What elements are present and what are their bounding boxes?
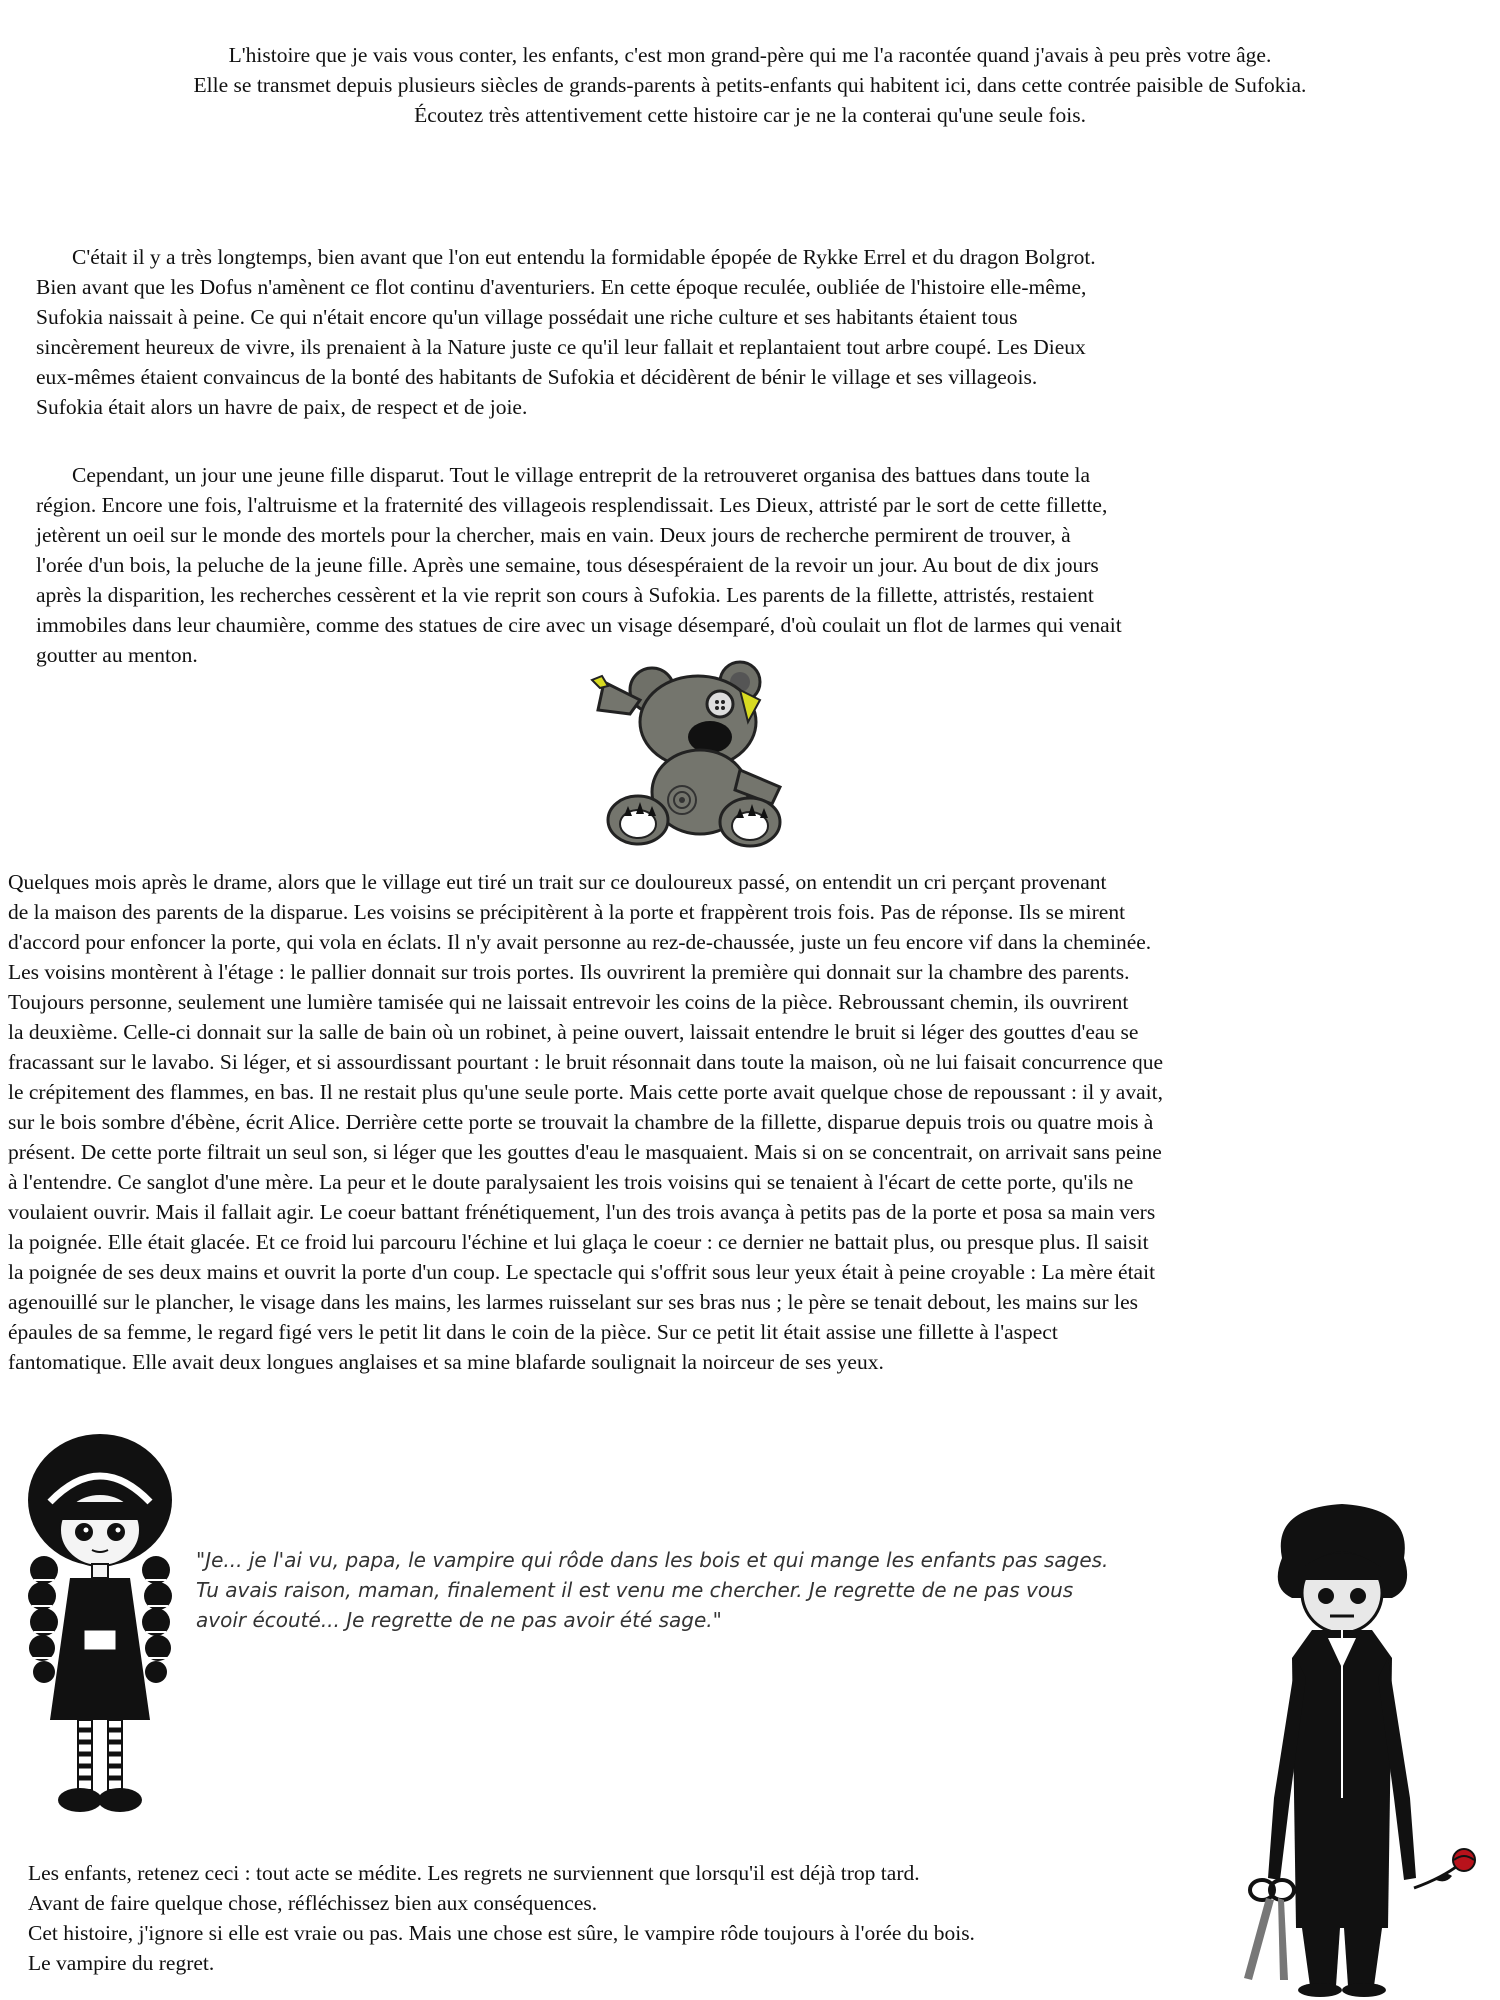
closing-line: Avant de faire quelque chose, réfléchissez bien aux conséquences. xyxy=(28,1891,598,1915)
text-line: fracassant sur le lavabo. Si léger, et si assourdissant pourtant : le bruit résonnait dans toute la maison, où ne lui faisait concurrence que xyxy=(8,1050,1164,1074)
girl-quote xyxy=(196,1545,1176,1635)
text-line: goutter au menton. xyxy=(36,643,198,667)
quote-line: avoir écouté... Je regrette de ne pas avoir été sage." xyxy=(196,1608,722,1632)
girl-illustration xyxy=(0,1430,200,1820)
intro-line: L'histoire que je vais vous conter, les enfants, c'est mon grand-père qui me l'a racontée quand j'avais à peu près votre âge. xyxy=(228,43,1272,67)
text-line: épaules de sa femme, le regard figé vers le petit lit dans le coin de la pièce. Sur ce petit lit était assise une fillette à l'aspect xyxy=(8,1320,1058,1344)
paragraph-3 xyxy=(8,867,1496,1377)
intro-text xyxy=(0,40,1500,130)
text-line: voulaient ouvrir. Mais il fallait agir. Le coeur battant frénétiquement, l'un des trois avança à petits pas de la porte et posa sa main vers xyxy=(8,1200,1156,1224)
text-line: eux-mêmes étaient convaincus de la bonté des habitants de Sufokia et décidèrent de bénir le village et ses villageois. xyxy=(36,365,1038,389)
text-line: présent. De cette porte filtrait un seul son, si léger que les gouttes d'eau le masquaient. Mais si on se concentrait, on arrivait sans peine xyxy=(8,1140,1162,1164)
closing-text xyxy=(28,1858,1328,1978)
quote-line: Tu avais raison, maman, finalement il est venu me chercher. Je regrette de ne pas vous xyxy=(196,1578,1074,1602)
text-line: jetèrent un oeil sur le monde des mortels pour la chercher, mais en vain. Deux jours de recherche permirent de trouver, à xyxy=(36,523,1071,547)
text-line: région. Encore une fois, l'altruisme et la fraternité des villageois resplendissait. Les Dieux, attristé par le sort de cette fillette, xyxy=(36,493,1108,517)
text-line: l'orée d'un bois, la peluche de la jeune fille. Après une semaine, tous désespéraient de la revoir un jour. Au bout de dix jours xyxy=(36,553,1099,577)
closing-line: Les enfants, retenez ceci : tout acte se médite. Les regrets ne surviennent que lorsqu'il est déjà trop tard. xyxy=(28,1861,920,1885)
text-line: à l'entendre. Ce sanglot d'une mère. La peur et le doute paralysaient les trois voisins qui se tenaient à l'écart de cette porte, qu'ils ne xyxy=(8,1170,1134,1194)
text-line: de la maison des parents de la disparue. Les voisins se précipitèrent à la porte et frappèrent trois fois. Pas de réponse. Ils se mirent xyxy=(8,900,1126,924)
text-line: sur le bois sombre d'ébène, écrit Alice. Derrière cette porte se trouvait la chambre de la fillette, disparue depuis trois ou quatre mois à xyxy=(8,1110,1154,1134)
intro-line: Elle se transmet depuis plusieurs siècles de grands-parents à petits-enfants qui habitent ici, dans cette contrée paisible de Sufokia. xyxy=(193,73,1307,97)
text-line: C'était il y a très longtemps, bien avant que l'on eut entendu la formidable épopée de Rykke Errel et du dragon Bolgrot. xyxy=(72,245,1096,269)
text-line: la poignée. Elle était glacée. Et ce froid lui parcouru l'échine et lui glaça le coeur : ce dernier ne battait plus, ou presque plus. Il saisit xyxy=(8,1230,1149,1254)
text-line: après la disparition, les recherches cessèrent et la vie reprit son cours à Sufokia. Les parents de la fillette, attristés, restaient xyxy=(36,583,1094,607)
text-line: le crépitement des flammes, en bas. Il ne restait plus qu'une seule porte. Mais cette porte avait quelque chose de repoussant : il y avait, xyxy=(8,1080,1163,1104)
text-line: Sufokia était alors un havre de paix, de respect et de joie. xyxy=(36,395,528,419)
quote-line: "Je... je l'ai vu, papa, le vampire qui rôde dans les bois et qui mange les enfants pas sages. xyxy=(196,1548,1109,1572)
text-line: fantomatique. Elle avait deux longues anglaises et sa mine blafarde soulignait la noirceur de ses yeux. xyxy=(8,1350,884,1374)
text-line: agenouillé sur le plancher, le visage dans les mains, les larmes ruisselant sur ses bras nus ; le père se tenait debout, les mains sur les xyxy=(8,1290,1138,1314)
teddy-bear-illustration xyxy=(590,652,800,852)
text-line: Toujours personne, seulement une lumière tamisée qui ne laissait entrevoir les coins de la pièce. Rebroussant chemin, ils ouvrirent xyxy=(8,990,1129,1014)
text-line: Quelques mois après le drame, alors que le village eut tiré un trait sur ce douloureux passé, on entendit un cri perçant provenant xyxy=(8,870,1107,894)
paragraph-2 xyxy=(36,460,1456,670)
text-line: la deuxième. Celle-ci donnait sur la salle de bain où un robinet, à peine ouvert, laissait entendre le bruit si léger des gouttes d'eau se xyxy=(8,1020,1139,1044)
text-line: sincèrement heureux de vivre, ils prenaient à la Nature juste ce qu'il leur fallait et replantaient tout arbre coupé. Les Dieux xyxy=(36,335,1086,359)
closing-line: Le vampire du regret. xyxy=(28,1951,215,1975)
text-line: immobiles dans leur chaumière, comme des statues de cire avec un visage désemparé, d'où coulait un flot de larmes qui venait xyxy=(36,613,1122,637)
text-line: d'accord pour enfoncer la porte, qui vola en éclats. Il n'y avait personne au rez-de-chaussée, juste un feu encore vif dans la cheminée. xyxy=(8,930,1152,954)
text-line: Cependant, un jour une jeune fille disparut. Tout le village entreprit de la retrouveret organisa des battues dans toute la xyxy=(72,463,1091,487)
text-line: la poignée de ses deux mains et ouvrit la porte d'un coup. Le spectacle qui s'offrit sous leur yeux était à peine croyable : La mère était xyxy=(8,1260,1156,1284)
paragraph-1 xyxy=(36,242,1456,422)
text-line: Sufokia naissait à peine. Ce qui n'était encore qu'un village possédait une riche culture et ses habitants étaient tous xyxy=(36,305,1018,329)
text-line: Les voisins montèrent à l'étage : le pallier donnait sur trois portes. Ils ouvrirent la première qui donnait sur la chambre des parents. xyxy=(8,960,1130,984)
closing-line: Cet histoire, j'ignore si elle est vraie ou pas. Mais une chose est sûre, le vampire rôde toujours à l'orée du bois. xyxy=(28,1921,975,1945)
intro-line: Écoutez très attentivement cette histoire car je ne la conterai qu'une seule fois. xyxy=(414,103,1086,127)
text-line: Bien avant que les Dofus n'amènent ce flot continu d'aventuriers. En cette époque reculée, oubliée de l'histoire elle-même, xyxy=(36,275,1087,299)
